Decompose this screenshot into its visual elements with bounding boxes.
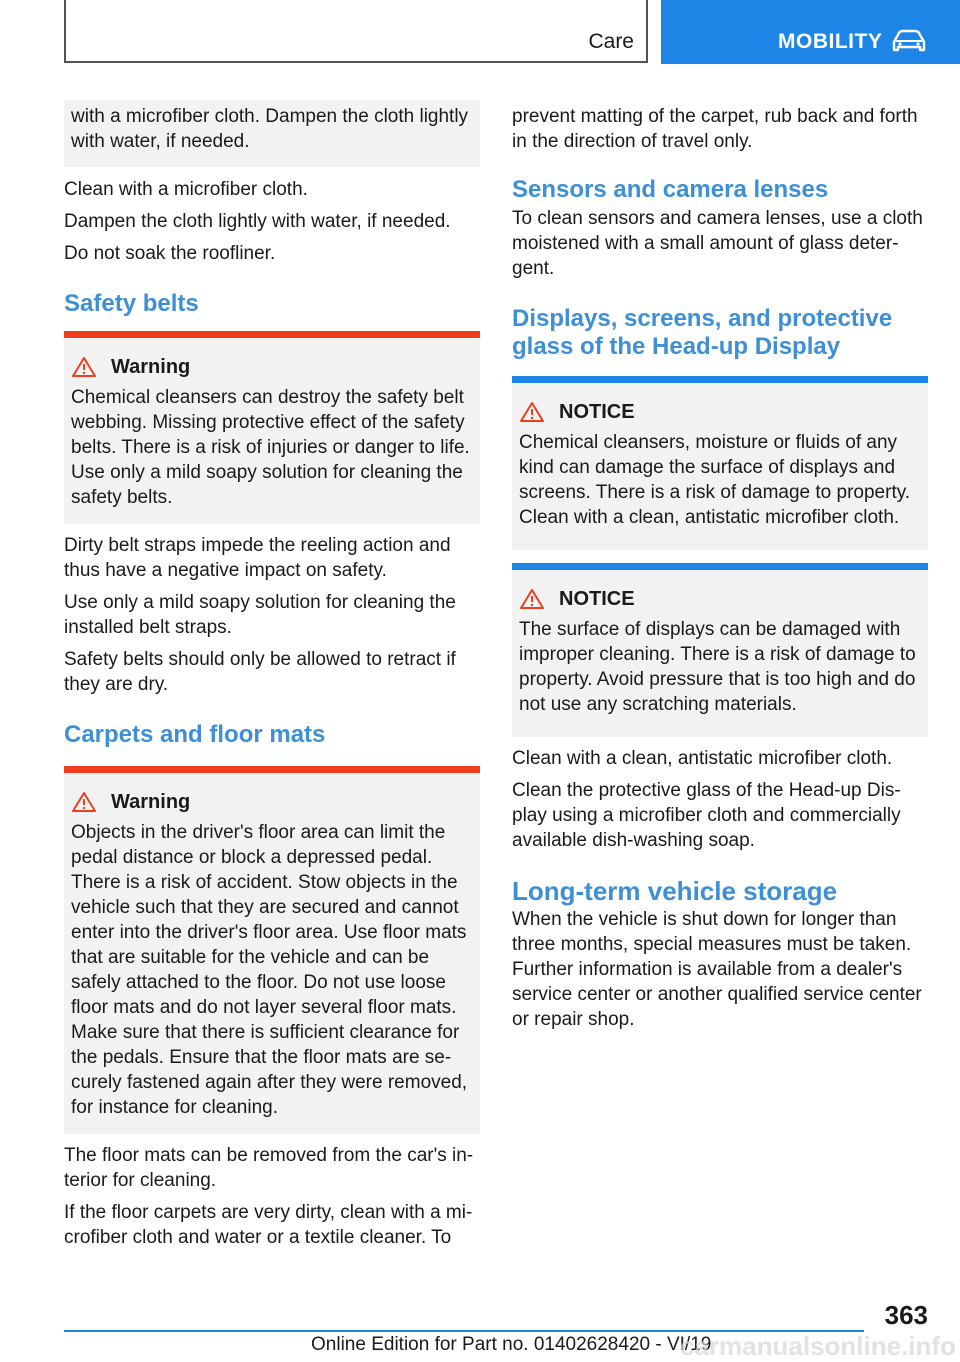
- heading-storage: Long-term vehicle storage: [512, 876, 838, 906]
- notice-callout-2: [512, 563, 928, 737]
- paragraph: The floor mats can be removed from the car's interior for cleaning.: [64, 1145, 474, 1191]
- notice-bar: [512, 376, 928, 383]
- warning-bar: [64, 331, 480, 338]
- header-section-title: Care: [588, 30, 634, 53]
- paragraph: Do not soak the roofliner.: [64, 243, 276, 264]
- notice-bar: [512, 563, 928, 570]
- notice-title: NOTICE: [559, 588, 635, 610]
- warning-callout-safety-belts: [64, 331, 480, 524]
- paragraph: Dirty belt straps impede the reeling action and thus have a negative impact on safety.: [64, 535, 451, 581]
- heading-carpets: Carpets and floor mats: [64, 721, 326, 748]
- paragraph: Clean the protective glass of the Head-up Display using a microfiber cloth and commercially available dish-washing soap.: [512, 780, 901, 851]
- paragraph: Use only a mild soapy solution for cleaning the installed belt straps.: [64, 592, 456, 638]
- header-tab-label: MOBILITY: [778, 30, 883, 53]
- left-column: [64, 100, 480, 1250]
- intro-box: [64, 100, 480, 167]
- warning-text: Objects in the driver's floor area can limit the pedal distance or block a depressed pedal. There is a risk of accident. Stow objects in the vehicle such that they are secured and cannot enter into the driver's floor area. Use floor mats that are suitable for the vehicle and can be safely attached to the floor. Do not use loose floor mats and do not layer several floor mats. Make sure that there is sufficient clearance for the pedals. Ensure that the floor mats are securely fastened again after they were removed, for instance for cleaning.: [71, 822, 468, 1118]
- paragraph: Dampen the cloth lightly with water, if needed.: [64, 211, 451, 232]
- header-section-box: [64, 0, 648, 63]
- notice-title: NOTICE: [559, 401, 635, 423]
- intro-box-text: with a microfiber cloth. Dampen the cloth lightly with water, if needed.: [71, 106, 469, 152]
- warning-callout-carpets: [64, 766, 480, 1134]
- notice-callout-1: [512, 376, 928, 550]
- notice-text: The surface of displays can be damaged with improper cleaning. There is a risk of damage to property. Avoid pressure that is too high and do not use any scratching materials.: [519, 619, 916, 715]
- warning-title: Warning: [111, 791, 191, 813]
- watermark: carmanualsonline.info: [680, 1331, 956, 1361]
- paragraph: To clean sensors and camera lenses, use a cloth moistened with a small amount of glass detergent.: [512, 208, 923, 279]
- header-tab-mobility[interactable]: [661, 0, 960, 64]
- warning-triangle-icon: [71, 791, 97, 813]
- paragraph: Safety belts should only be allowed to retract if they are dry.: [64, 649, 456, 695]
- notice-triangle-icon: [519, 401, 545, 423]
- heading-displays: Displays, screens, and protective glass of the Head-up Display: [512, 305, 893, 360]
- paragraph: Clean with a clean, antistatic microfiber cloth.: [512, 748, 893, 769]
- right-column: [512, 100, 928, 1032]
- car-icon: [891, 28, 927, 54]
- notice-text: Chemical cleansers, moisture or fluids of any kind can damage the surface of displays and screens. There is a risk of damage to property. Clean with a clean, antistatic microfiber cloth.: [519, 432, 911, 528]
- warning-bar: [64, 766, 480, 773]
- footer-edition: Online Edition for Part no. 01402628420 - VI/19: [311, 1334, 712, 1355]
- warning-triangle-icon: [71, 356, 97, 378]
- paragraph: prevent matting of the carpet, rub back and forth in the direction of travel only.: [512, 106, 918, 152]
- heading-sensors: Sensors and camera lenses: [512, 176, 829, 203]
- paragraph: When the vehicle is shut down for longer than three months, special measures must be taken. Further information is available from a dealer's service center or another qualified service center or repair shop.: [512, 909, 922, 1030]
- warning-title: Warning: [111, 356, 191, 378]
- warning-text: Chemical cleansers can destroy the safety belt webbing. Missing protective effect of the safety belts. There is a risk of injuries or danger to life. Use only a mild soapy solution for cleaning the safety belts.: [71, 387, 470, 508]
- paragraph: Clean with a microfiber cloth.: [64, 179, 308, 200]
- notice-triangle-icon: [519, 588, 545, 610]
- heading-safety-belts: Safety belts: [64, 290, 199, 317]
- page-number: 363: [884, 1300, 928, 1330]
- paragraph: If the floor carpets are very dirty, clean with a microfiber cloth and water or a textile cleaner. To: [64, 1202, 473, 1248]
